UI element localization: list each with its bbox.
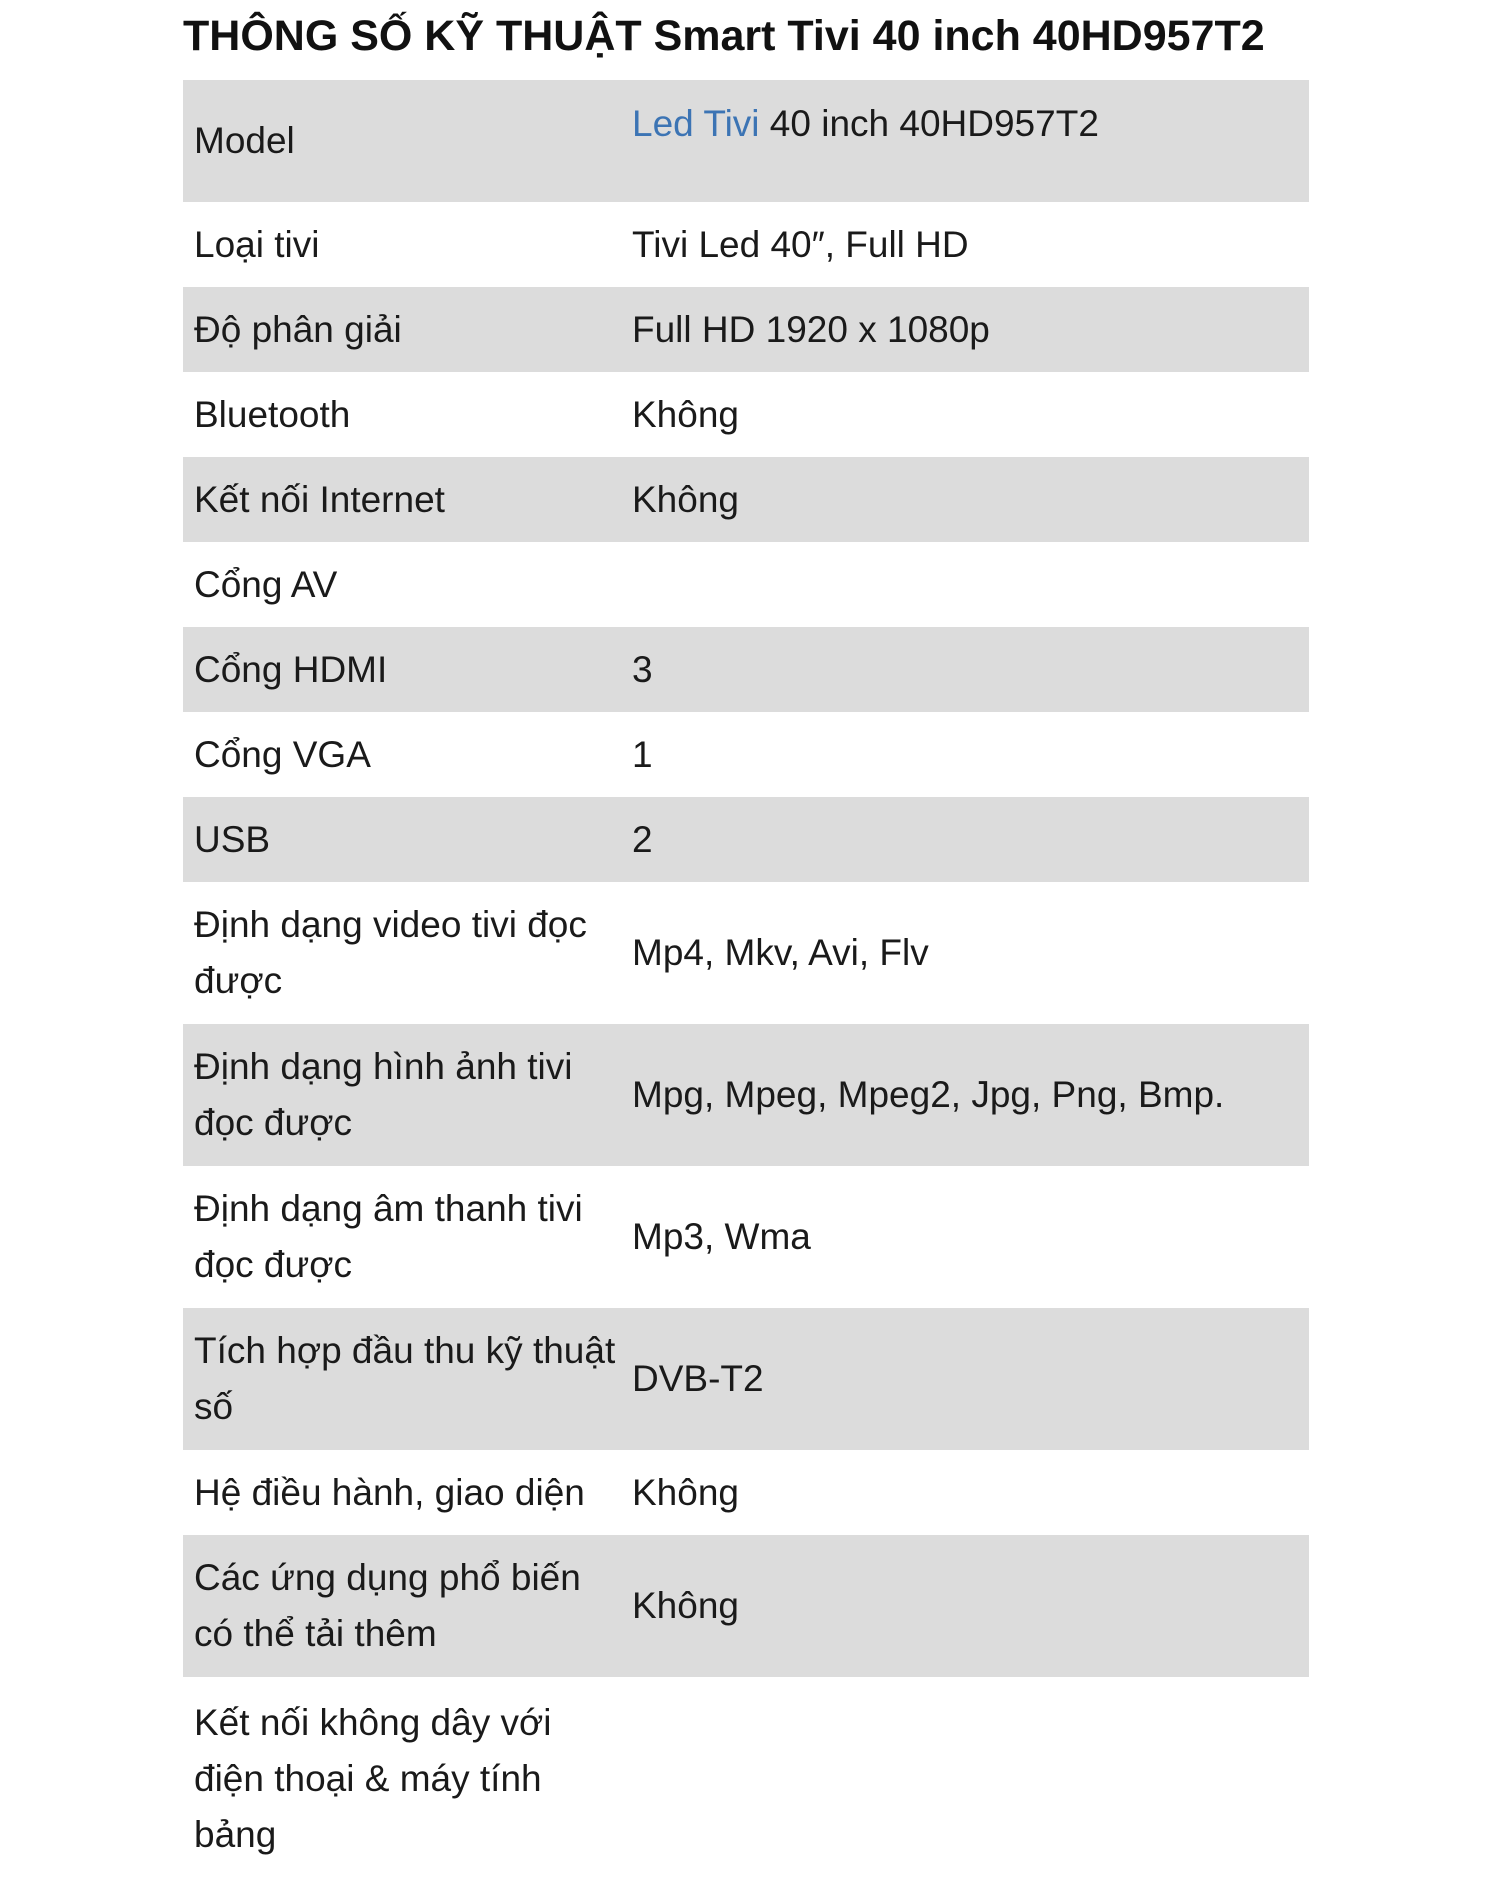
spec-value [621,542,1309,627]
spec-value-text: 40 inch 40HD957T2 [759,103,1099,144]
spec-value: 1 [632,733,653,775]
spec-label: Độ phân giải [183,287,621,372]
spec-label: Loại tivi [194,223,320,265]
spec-row-audio-formats [183,1166,1309,1308]
spec-value: Tivi Led 40″, Full HD [632,223,969,265]
spec-row-bluetooth [183,372,1309,457]
spec-label: Bluetooth [194,393,351,435]
spec-row-usb [183,797,1309,882]
spec-value: Không [621,1535,1309,1677]
spec-row-hdmi-port [183,627,1309,712]
page-title: THÔNG SỐ KỸ THUẬT Smart Tivi 40 inch 40HD957T2 [183,12,1265,60]
spec-value [621,1677,1309,1885]
spec-table [183,80,1309,1885]
spec-row-av-port [183,542,1309,627]
spec-label: Định dạng hình ảnh tivi đọc được [183,1024,621,1166]
spec-row-internet [183,457,1309,542]
spec-value: Mp4, Mkv, Avi, Flv [632,932,929,973]
spec-label: Hệ điều hành, giao diện [194,1471,585,1513]
spec-value: 3 [621,627,1309,712]
spec-value: Full HD 1920 x 1080p [621,287,1309,372]
spec-label: USB [183,797,621,882]
spec-row-operating-system [183,1450,1309,1535]
spec-value: 2 [621,797,1309,882]
spec-row-vga-port [183,712,1309,797]
spec-row-popular-apps [183,1535,1309,1677]
spec-value: DVB-T2 [621,1308,1309,1450]
spec-label: Định dạng âm thanh tivi đọc được [194,1188,583,1285]
spec-label: Kết nối Internet [183,457,621,542]
spec-label: Tích hợp đầu thu kỹ thuật số [183,1308,621,1450]
spec-row-wireless-connection [183,1677,1309,1885]
spec-value: Không [632,1471,739,1513]
spec-row-video-formats [183,882,1309,1024]
spec-label: Định dạng video tivi đọc được [194,904,587,1001]
spec-label: Các ứng dụng phổ biến có thể tải thêm [183,1535,621,1677]
spec-value: Mp3, Wma [632,1216,811,1257]
led-tivi-link[interactable]: Led Tivi [632,103,760,144]
spec-value: Không [621,457,1309,542]
spec-label: Cổng VGA [194,733,371,775]
spec-row-digital-tuner [183,1308,1309,1450]
spec-label: Cổng AV [194,563,338,605]
spec-value [621,80,1309,202]
spec-label: Kết nối không dây với điện thoại & máy tính bảng [194,1702,552,1855]
spec-value: Mpg, Mpeg, Mpeg2, Jpg, Png, Bmp. [621,1024,1309,1166]
spec-label: Model [183,80,621,202]
spec-row-tv-type [183,202,1309,287]
spec-value: Không [632,393,739,435]
spec-row-model [183,80,1309,202]
spec-label: Cổng HDMI [183,627,621,712]
spec-row-resolution [183,287,1309,372]
spec-row-image-formats [183,1024,1309,1166]
